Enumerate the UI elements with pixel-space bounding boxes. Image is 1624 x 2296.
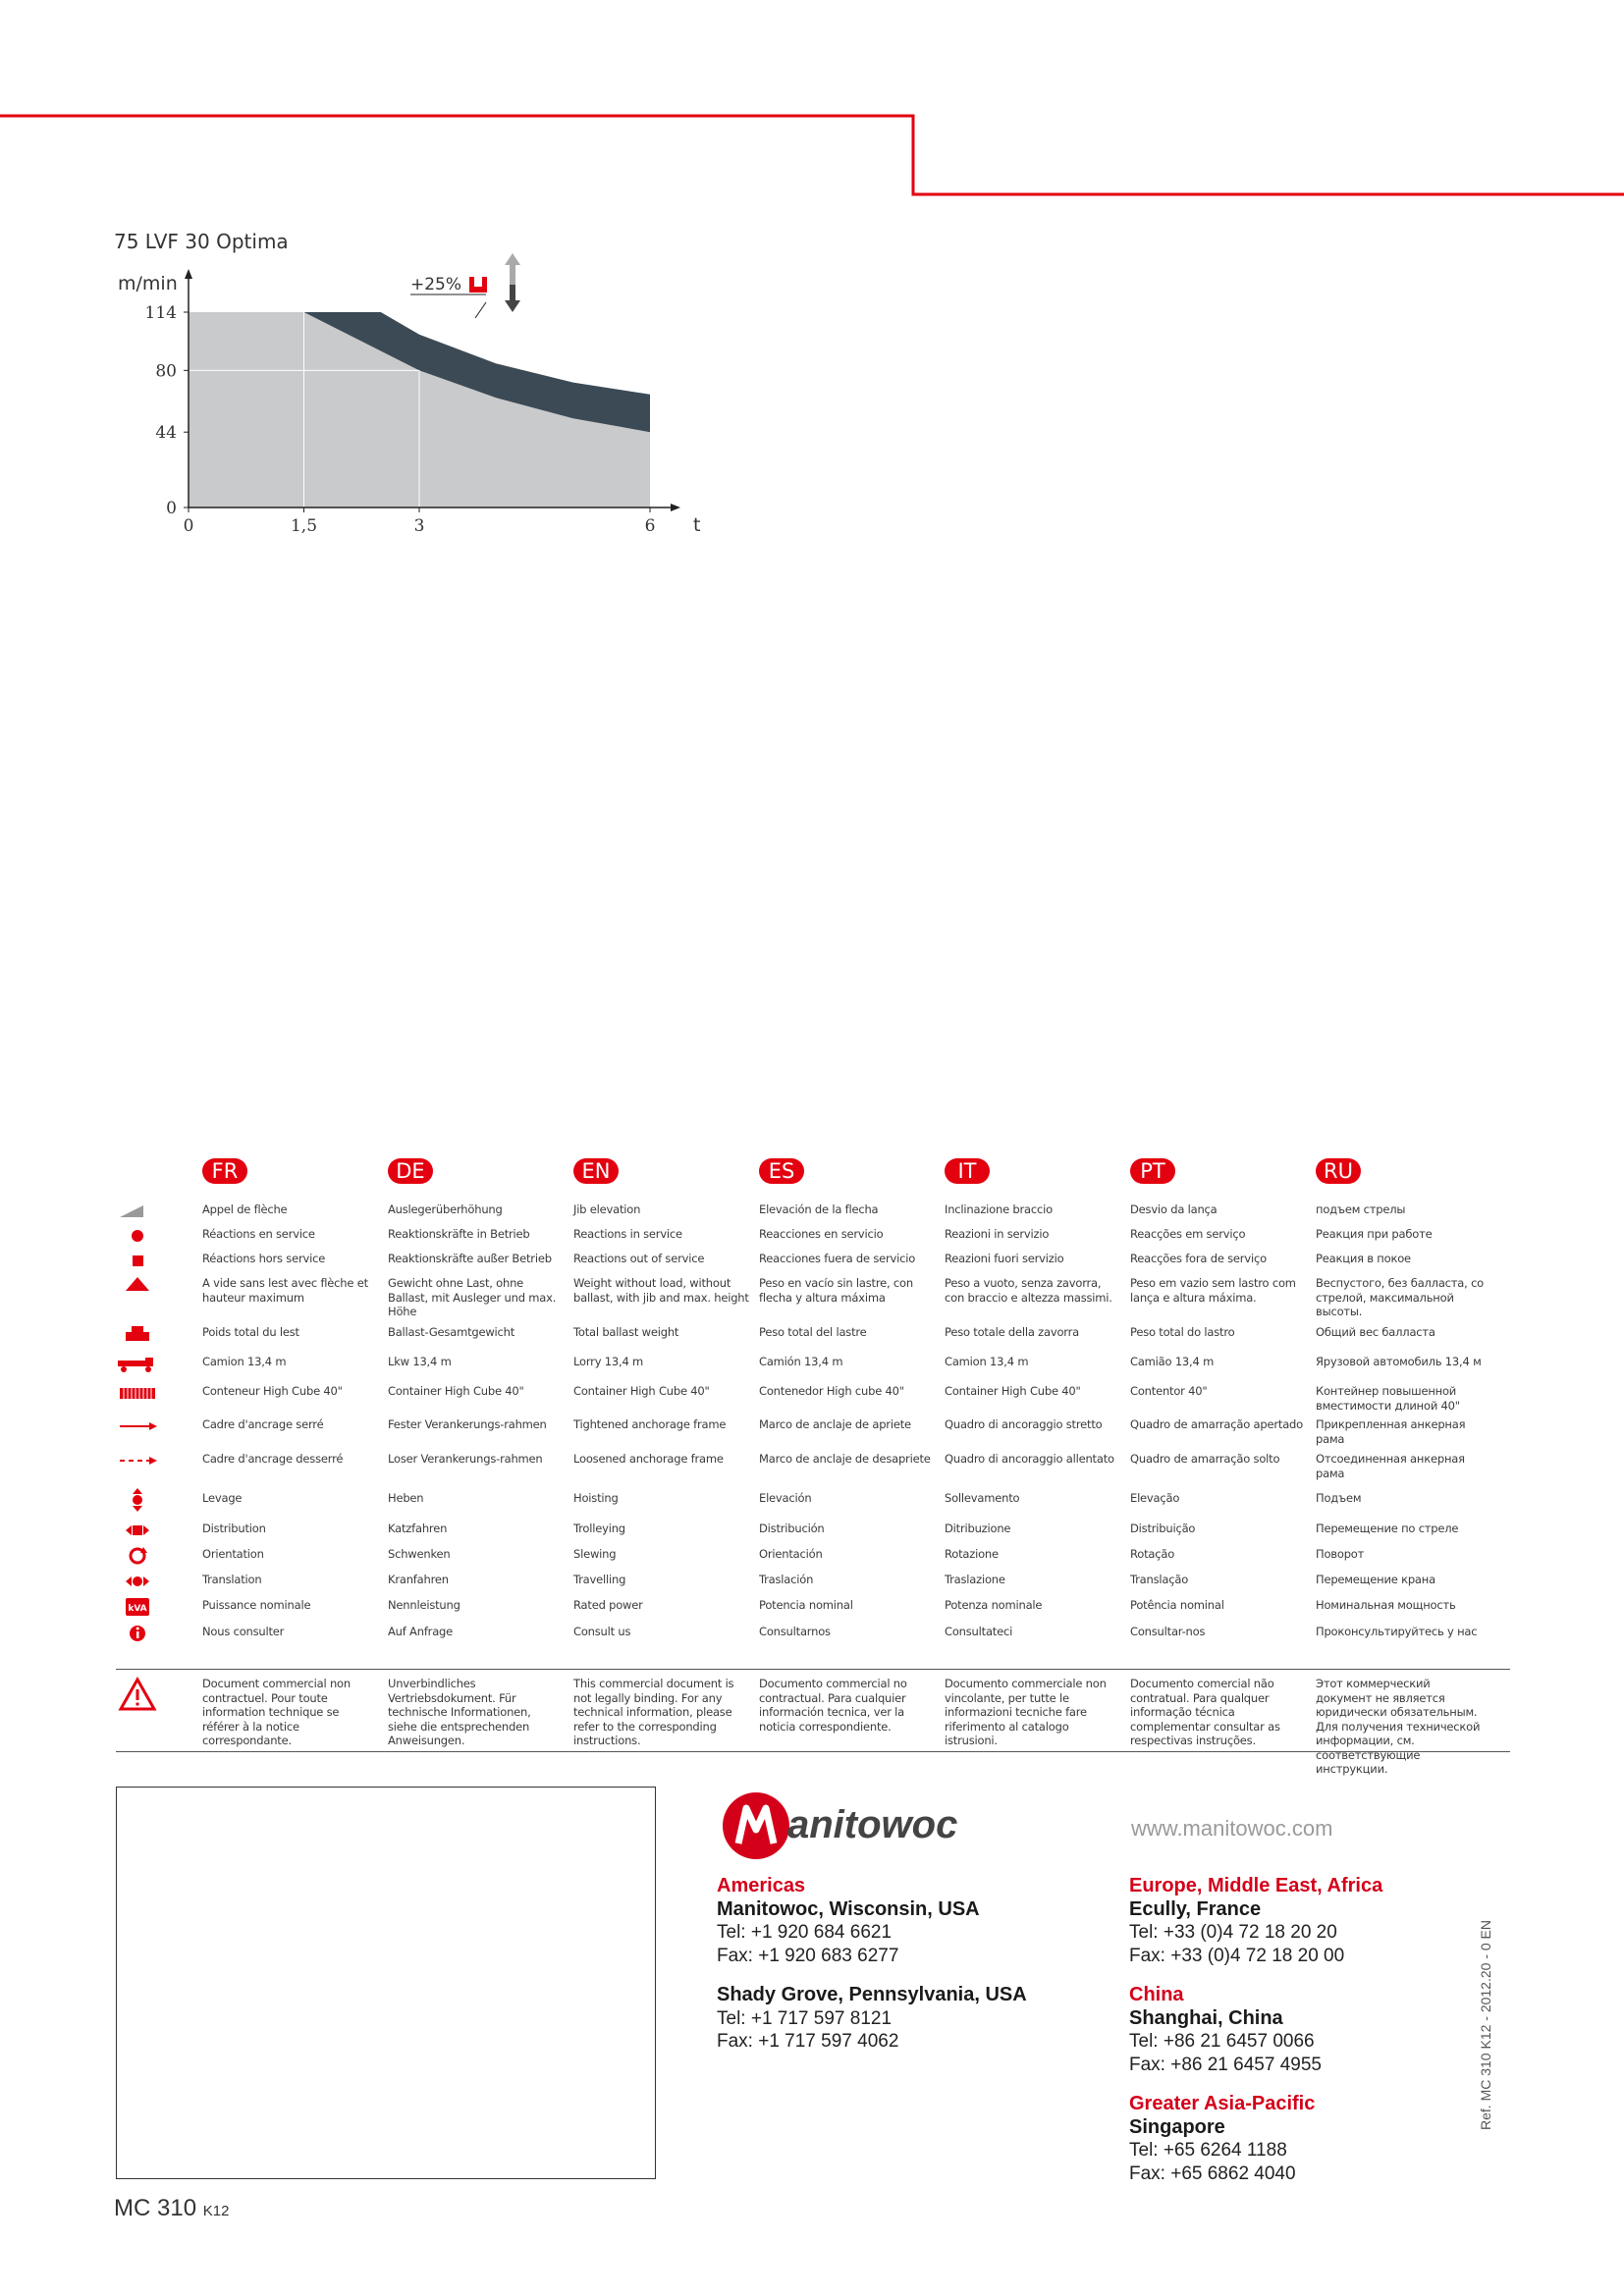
x-tick-label-3: 6 (644, 516, 656, 536)
cell-es: Elevación (759, 1491, 812, 1505)
cell-it: Reazioni in servizio (945, 1227, 1050, 1241)
divider-bottom (116, 1751, 1510, 1752)
cell-pt: Translação (1130, 1573, 1189, 1586)
cell-pt: Reacções fora de serviço (1130, 1252, 1267, 1265)
city-shady-grove: Shady Grove, Pennsylvania, USA (717, 1984, 1027, 2005)
cell-it: Reazioni fuori servizio (945, 1252, 1064, 1265)
address-americas (717, 1875, 1027, 2054)
cell-en: Travelling (573, 1573, 626, 1586)
cell-pt: Camião 13,4 m (1130, 1355, 1215, 1368)
cell-de: Kranfahren (388, 1573, 449, 1586)
cell-fr: Puissance nominale (202, 1598, 311, 1612)
cell-fr: Nous consulter (202, 1625, 285, 1638)
cell-de: Nennleistung (388, 1598, 460, 1612)
lang-pill-de: DE (388, 1158, 433, 1184)
cell-ru: Реакция при работе (1316, 1227, 1433, 1241)
cell-es: Traslación (759, 1573, 814, 1586)
cell-ru: Проконсультируйтесь у нас (1316, 1625, 1478, 1638)
cell-en: Consult us (573, 1625, 631, 1638)
lang-ru (1316, 1158, 1361, 1188)
cell-en: Slewing (573, 1547, 617, 1561)
cell-it: Quadro di ancoraggio allentato (945, 1452, 1114, 1466)
cell-it: Quadro di ancoraggio stretto (945, 1417, 1103, 1431)
cell-de: Lkw 13,4 m (388, 1355, 452, 1368)
lang-pill-en: EN (573, 1158, 619, 1184)
disclaimer-es: Documento commercial no contractual. Para cualquier información tecnica, ver la noticia correspondiente. (759, 1677, 907, 1734)
cell-pt: Reacções em serviço (1130, 1227, 1246, 1241)
cell-es: Potencia nominal (759, 1598, 853, 1612)
cell-fr: Conteneur High Cube 40" (202, 1384, 343, 1398)
cell-pt: Rotação (1130, 1547, 1175, 1561)
cell-de: Loser Verankerungs-rahmen (388, 1452, 543, 1466)
cell-es: Reacciones fuera de servicio (759, 1252, 916, 1265)
x-tick-label-2: 3 (413, 516, 425, 536)
cell-ru: Номинальная мощность (1316, 1598, 1456, 1612)
lang-pt (1130, 1158, 1175, 1188)
svg-text:kVA: kVA (128, 1604, 147, 1614)
cell-it: Rotazione (945, 1547, 999, 1561)
city-shanghai: Shanghai, China (1129, 2006, 1283, 2029)
y-axis-arrow (185, 269, 192, 279)
cell-pt: Elevação (1130, 1491, 1180, 1505)
info-icon (116, 1621, 159, 1646)
cell-pt: Desvio da lança (1130, 1202, 1218, 1216)
cell-en: Reactions in service (573, 1227, 682, 1241)
cell-de: Katzfahren (388, 1522, 448, 1535)
cell-es: Consultarnos (759, 1625, 831, 1638)
disclaimer-it: Documento commerciale non vincolante, per tutte le informazioni tecniche fare riferimento al catalogo istrusioni. (945, 1677, 1107, 1747)
cell-de: Schwenken (388, 1547, 451, 1561)
cell-pt: Peso total do lastro (1130, 1325, 1235, 1339)
cell-it: Potenza nominale (945, 1598, 1043, 1612)
cell-pt: Quadro de amarração solto (1130, 1452, 1280, 1466)
cell-en: Total ballast weight (573, 1325, 679, 1339)
cell-ru: Ярузовой автомобиль 13,4 м (1316, 1355, 1482, 1368)
cell-en: Trolleying (573, 1522, 625, 1535)
y-tick-label-1: 44 (155, 423, 177, 444)
lang-fr (202, 1158, 247, 1188)
cell-ru: Прикрепленная анкерная рама (1316, 1417, 1466, 1446)
y-axis-label: m/min (118, 273, 178, 294)
ballast-weight-icon (116, 1321, 159, 1347)
lang-pill-fr: FR (202, 1158, 247, 1184)
cell-pt: Potência nominal (1130, 1598, 1224, 1612)
cell-es: Camión 13,4 m (759, 1355, 843, 1368)
cell-de: Reaktionskräfte außer Betrieb (388, 1252, 552, 1265)
x-tick-label-1: 1,5 (290, 516, 318, 536)
cell-es: Marco de anclaje de apriete (759, 1417, 911, 1431)
reactions-out-of-service-icon (116, 1248, 159, 1273)
cell-es: Peso total del lastre (759, 1325, 867, 1339)
model-name (114, 2195, 229, 2222)
cell-fr: Translation (202, 1573, 262, 1586)
cell-pt: Contentor 40" (1130, 1384, 1208, 1398)
cell-fr: Réactions en service (202, 1227, 315, 1241)
tel-shady-grove: Tel: +1 717 597 8121 (717, 2007, 893, 2029)
cell-en: Rated power (573, 1598, 643, 1612)
disclaimer-ru: Этот коммерческий документ не является юридически обязательным. Для получения технической информации, см. соответствующие инструкции. (1316, 1677, 1481, 1776)
x-tick-label-0: 0 (183, 516, 194, 536)
cell-de: Auf Anfrage (388, 1625, 454, 1638)
cell-en: Weight without load, without ballast, with jib and max. height (573, 1276, 749, 1305)
annotation-label: +25% (410, 275, 462, 294)
divider-top (116, 1669, 1510, 1670)
loosened-anchorage-icon (116, 1448, 159, 1473)
cell-es: Orientación (759, 1547, 823, 1561)
y-tick-label-2: 80 (155, 361, 177, 382)
disclaimer-fr: Document commercial non contractuel. Pour toute information technique se référer à la notice correspondante. (202, 1677, 351, 1747)
cell-it: Camion 13,4 m (945, 1355, 1029, 1368)
cell-de: Gewicht ohne Last, ohne Ballast, mit Ausleger und max. Höhe (388, 1276, 557, 1318)
lang-pill-pt: PT (1130, 1158, 1175, 1184)
cell-en: Hoisting (573, 1491, 619, 1505)
city-ecully: Ecully, France (1129, 1897, 1262, 1920)
cell-pt: Quadro de amarração apertado (1130, 1417, 1303, 1431)
address-emea (1129, 1875, 1382, 2185)
cell-ru: Реакция в покое (1316, 1252, 1411, 1265)
cell-fr: Cadre d'ancrage desserré (202, 1452, 344, 1466)
cell-en: Lorry 13,4 m (573, 1355, 644, 1368)
cell-ru: Поворот (1316, 1547, 1365, 1561)
cell-ru: Отсоединенная анкерная рама (1316, 1452, 1465, 1480)
cell-pt: Consultar-nos (1130, 1625, 1206, 1638)
cell-ru: Контейнер повышенной вместимости длиной 40" (1316, 1384, 1460, 1413)
cell-es: Contenedor High cube 40" (759, 1384, 904, 1398)
cell-fr: Levage (202, 1491, 243, 1505)
cell-it: Sollevamento (945, 1491, 1020, 1505)
lorry-icon (116, 1351, 159, 1376)
fax-singapore: Fax: +65 6862 4040 (1129, 2163, 1296, 2184)
cell-it: Peso a vuoto, senza zavorra, con braccio e altezza massimi. (945, 1276, 1112, 1305)
cell-pt: Peso em vazio sem lastro com lança e altura máxima. (1130, 1276, 1296, 1305)
header-red-line (0, 0, 1624, 206)
trolleying-icon (116, 1518, 159, 1543)
cell-ru: Общий вес балласта (1316, 1325, 1435, 1339)
warning-icon (116, 1677, 159, 1712)
fax-manitowoc: Fax: +1 920 683 6277 (717, 1945, 899, 1966)
website-link[interactable]: www.manitowoc.com (1131, 1816, 1333, 1841)
cell-fr: A vide sans lest avec flèche et hauteur maximum (202, 1276, 368, 1305)
cell-it: Ditribuzione (945, 1522, 1011, 1535)
travelling-icon (116, 1569, 159, 1594)
hoisting-speed-chart (98, 245, 727, 550)
lang-es (759, 1158, 804, 1188)
model-suffix: K12 (202, 2203, 230, 2219)
boost-mode-icon (469, 277, 487, 293)
cell-it: Peso totale della zavorra (945, 1325, 1080, 1339)
cell-es: Elevación de la flecha (759, 1202, 879, 1216)
cell-ru: Веспустого, без балласта, со стрелой, максимальной высоты. (1316, 1276, 1485, 1318)
cell-fr: Poids total du lest (202, 1325, 299, 1339)
cell-it: Container High Cube 40" (945, 1384, 1081, 1398)
cell-en: Reactions out of service (573, 1252, 705, 1265)
region-china: China (1129, 1984, 1184, 2005)
cell-fr: Distribution (202, 1522, 266, 1535)
arrow-up-icon (505, 253, 520, 289)
cell-fr: Camion 13,4 m (202, 1355, 287, 1368)
hoisting-icon (116, 1487, 159, 1513)
cell-fr: Appel de flèche (202, 1202, 288, 1216)
reactions-in-service-icon (116, 1223, 159, 1249)
slewing-icon (116, 1543, 159, 1569)
cell-en: Container High Cube 40" (573, 1384, 710, 1398)
disclaimer-de: Unverbindliches Vertriebsdokument. Für technische Informationen, siehe die entsprechenden Anweisungen. (388, 1677, 531, 1747)
lang-pill-ru: RU (1316, 1158, 1361, 1184)
cell-it: Inclinazione braccio (945, 1202, 1053, 1216)
svg-text:anitowoc: anitowoc (787, 1803, 958, 1846)
cell-de: Reaktionskräfte in Betrieb (388, 1227, 530, 1241)
disclaimer-en: This commercial document is not legally binding. For any technical information, please refer to the corresponding instructions. (573, 1677, 734, 1747)
cell-de: Heben (388, 1491, 424, 1505)
tightened-anchorage-icon (116, 1414, 159, 1439)
manitowoc-logo (717, 1787, 1001, 1865)
fax-shady-grove: Fax: +1 717 597 4062 (717, 2031, 899, 2052)
cell-it: Traslazione (945, 1573, 1005, 1586)
annotation-leader (475, 302, 486, 318)
cell-es: Distribución (759, 1522, 825, 1535)
region-emea: Europe, Middle East, Africa (1129, 1875, 1383, 1896)
city-singapore: Singapore (1129, 2115, 1225, 2138)
jib-elevation-icon (116, 1199, 159, 1224)
weight-without-load-icon (116, 1272, 159, 1298)
x-axis-label: t (693, 514, 701, 536)
document-reference: Ref. MC 310 K12 - 2012.20 - 0 EN (1478, 1920, 1493, 2130)
cell-ru: Подъем (1316, 1491, 1362, 1505)
chart-title: 75 LVF 30 Optima (114, 230, 289, 253)
fax-shanghai: Fax: +86 21 6457 4955 (1129, 2054, 1322, 2075)
cell-en: Jib elevation (573, 1202, 641, 1216)
cell-ru: Перемещение крана (1316, 1573, 1435, 1586)
address-stamp-box (116, 1787, 656, 2179)
kva-icon (116, 1594, 159, 1620)
y-tick-label-3: 114 (144, 303, 177, 323)
lang-en (573, 1158, 619, 1188)
cell-en: Loosened anchorage frame (573, 1452, 724, 1466)
cell-pt: Distribuição (1130, 1522, 1196, 1535)
container-icon (116, 1380, 159, 1406)
x-axis-arrow (671, 504, 680, 511)
cell-ru: подъем стрелы (1316, 1202, 1406, 1216)
y-tick-label-0: 0 (166, 499, 177, 518)
cell-es: Marco de anclaje de desapriete (759, 1452, 931, 1466)
lang-de (388, 1158, 433, 1188)
lang-pill-it: IT (945, 1158, 990, 1184)
lang-it (945, 1158, 990, 1188)
cell-es: Reacciones en servicio (759, 1227, 884, 1241)
tel-shanghai: Tel: +86 21 6457 0066 (1129, 2031, 1315, 2052)
lang-pill-es: ES (759, 1158, 804, 1184)
cell-de: Ballast-Gesamtgewicht (388, 1325, 515, 1339)
arrow-down-icon (505, 285, 520, 312)
cell-de: Auslegerüberhöhung (388, 1202, 503, 1216)
cell-de: Container High Cube 40" (388, 1384, 524, 1398)
cell-fr: Cadre d'ancrage serré (202, 1417, 324, 1431)
cell-ru: Перемещение по стреле (1316, 1522, 1459, 1535)
region-asia: Greater Asia-Pacific (1129, 2093, 1316, 2114)
disclaimer-pt: Documento comercial não contratual. Para qualquer informação técnica complementar consultar as respectivas instruções. (1130, 1677, 1280, 1747)
model-label: MC 310 (114, 2195, 197, 2221)
tel-manitowoc: Tel: +1 920 684 6621 (717, 1922, 893, 1943)
cell-it: Consultateci (945, 1625, 1013, 1638)
cell-en: Tightened anchorage frame (573, 1417, 727, 1431)
city-manitowoc: Manitowoc, Wisconsin, USA (717, 1897, 980, 1920)
cell-fr: Réactions hors service (202, 1252, 326, 1265)
region-americas: Americas (717, 1875, 806, 1896)
cell-fr: Orientation (202, 1547, 264, 1561)
fax-ecully: Fax: +33 (0)4 72 18 20 00 (1129, 1945, 1345, 1966)
tel-ecully: Tel: +33 (0)4 72 18 20 20 (1129, 1922, 1337, 1943)
cell-de: Fester Verankerungs-rahmen (388, 1417, 547, 1431)
tel-singapore: Tel: +65 6264 1188 (1129, 2140, 1287, 2161)
cell-es: Peso en vacío sin lastre, con flecha y altura máxima (759, 1276, 913, 1305)
